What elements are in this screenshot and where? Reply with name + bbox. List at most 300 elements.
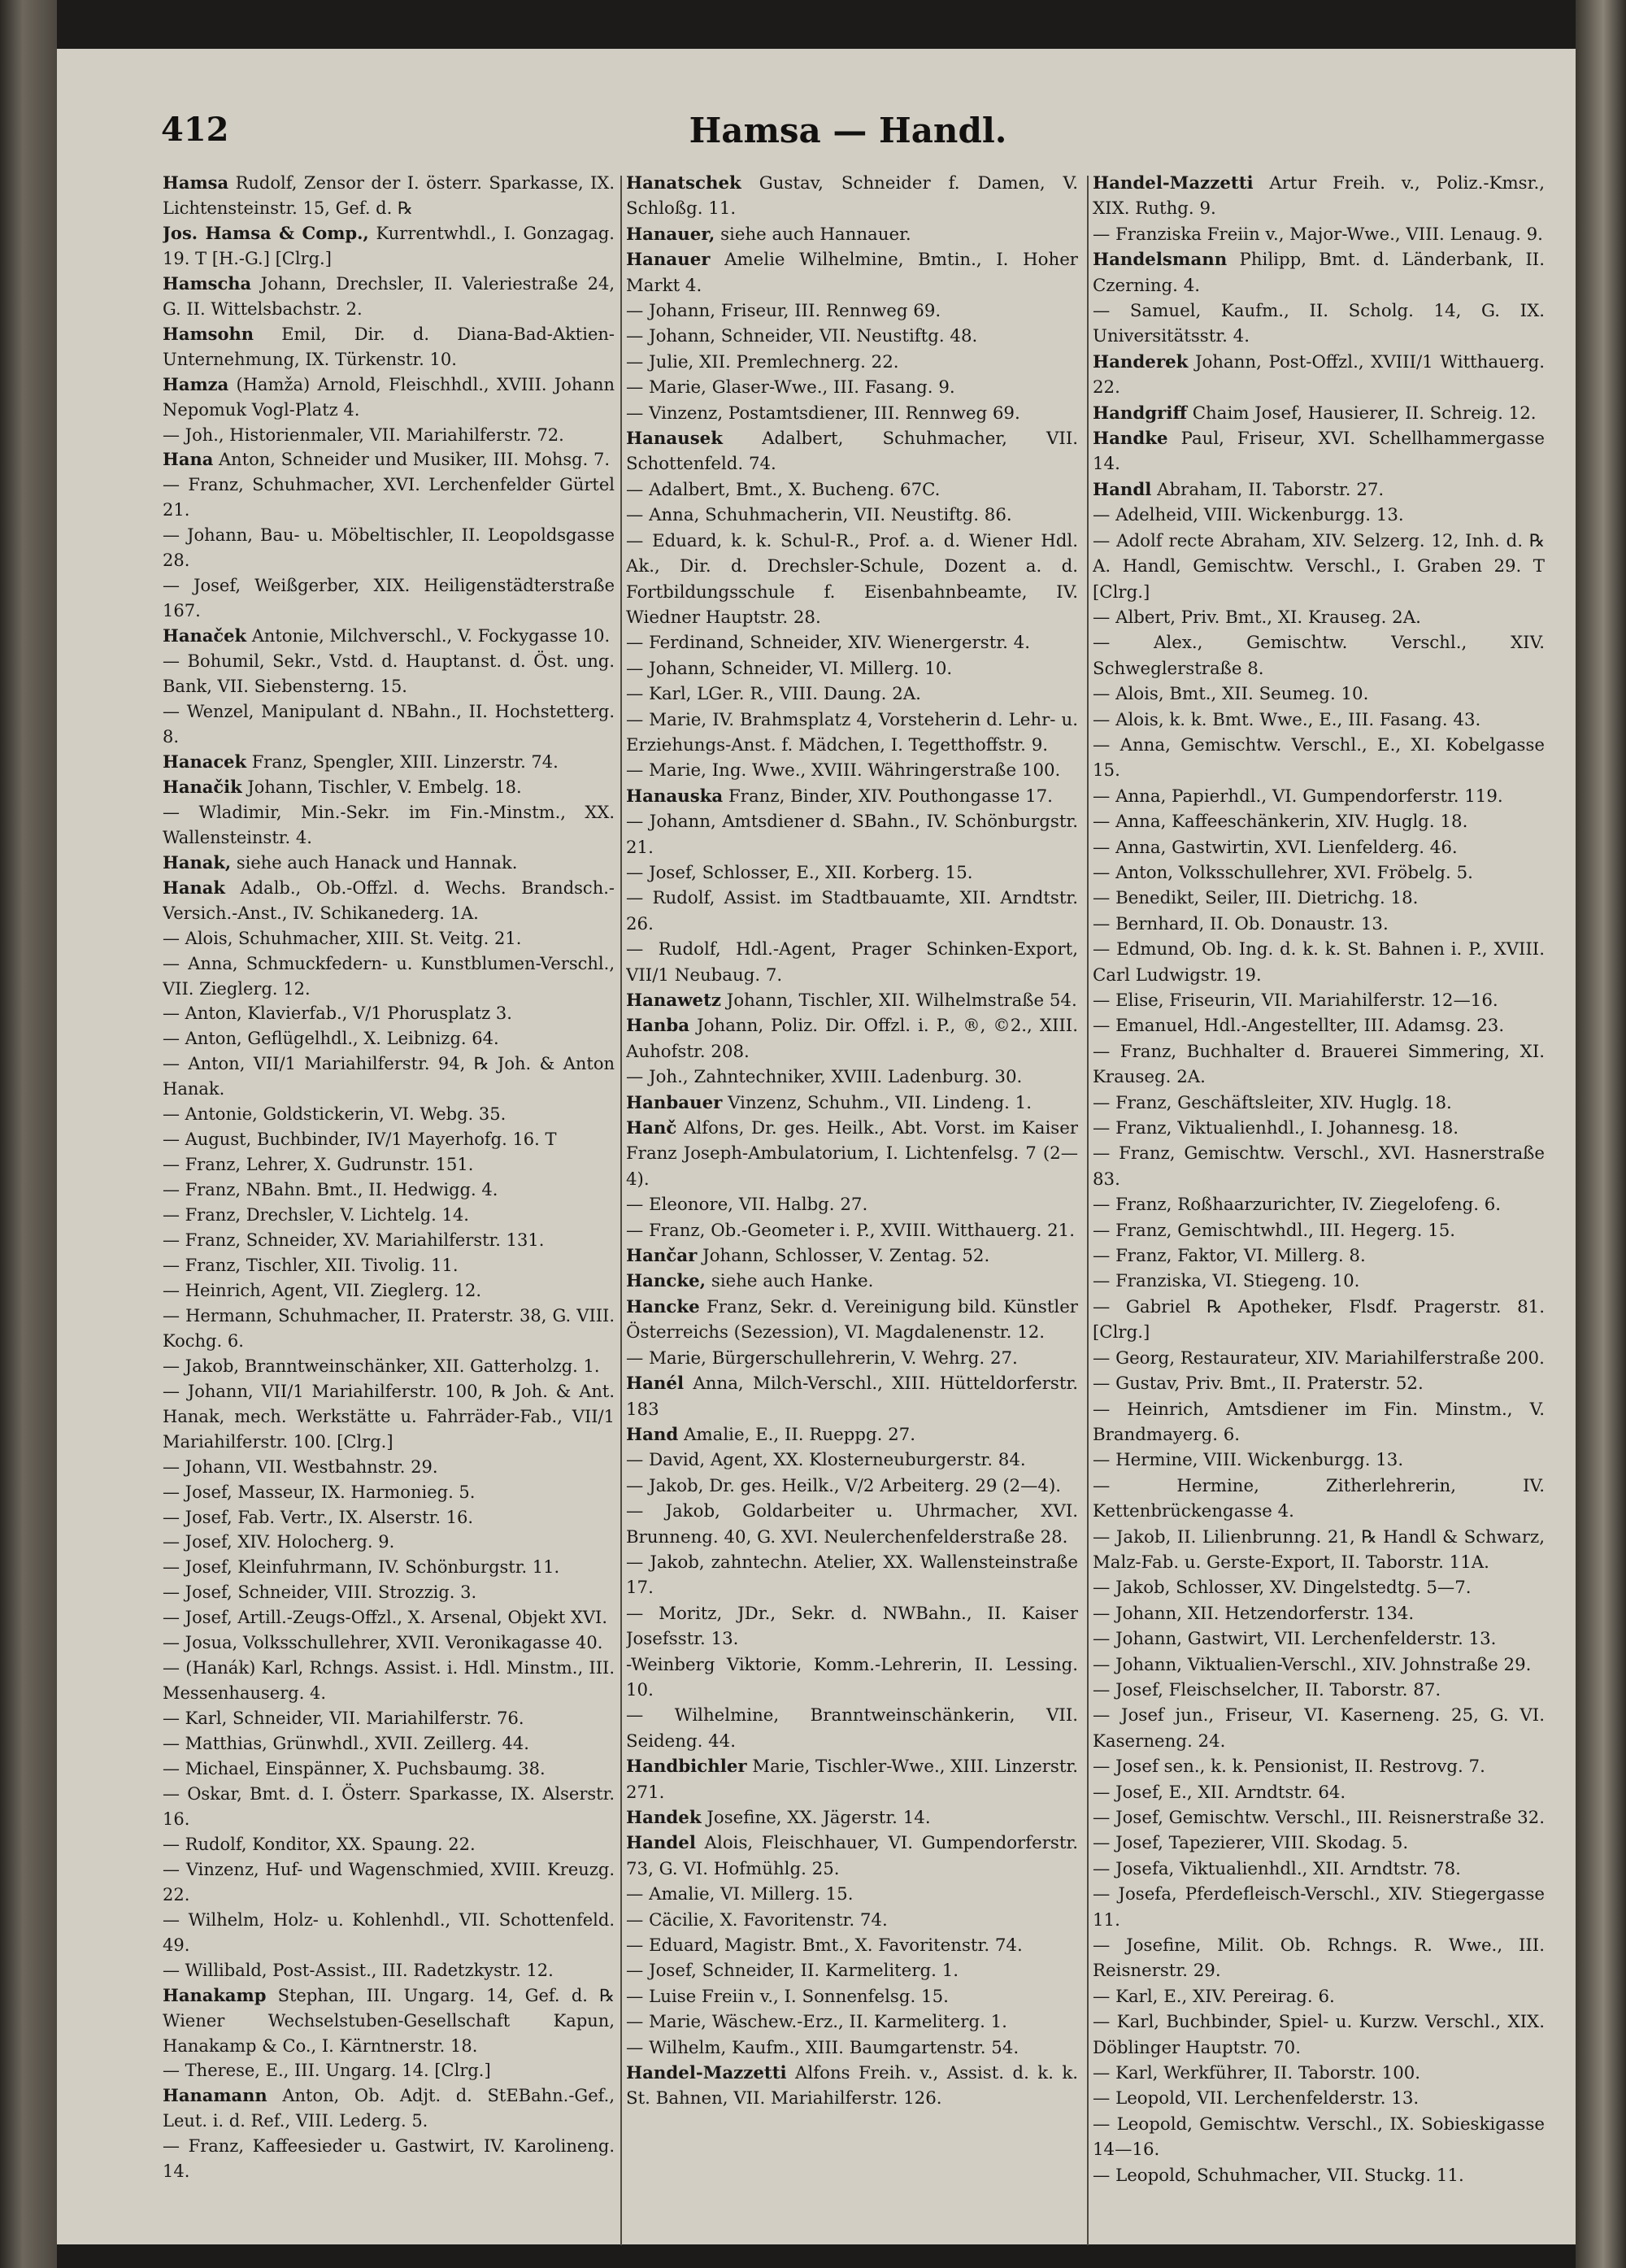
entry-text: Rudolf, Zensor der I. österr. Sparkasse, IX. Lichtensteinstr. 15, Gef. d. ℞	[163, 173, 615, 218]
column-rule-1	[620, 176, 622, 2245]
directory-subentry	[1093, 1575, 1545, 1600]
directory-subentry	[1093, 1525, 1545, 1576]
entry-text: Anton, Schneider und Musiker, III. Mohsg. 7.	[213, 450, 611, 470]
entry-text: — Karl, Buchbinder, Spiel- u. Kurzw. Verschl., XIX. Döblinger Hauptstr. 70.	[1093, 2012, 1545, 2058]
entry-text: — Franz, Buchhalter d. Brauerei Simmering, XI. Krauseg. 2A.	[1093, 1041, 1545, 1088]
entry-text: — Matthias, Grünwhdl., XVII. Zeillerg. 44.	[163, 1734, 529, 1754]
directory-subentry	[626, 477, 1078, 503]
directory-subentry	[163, 1480, 615, 1505]
entry-text: — Gabriel ℞ Apotheker, Flsdf. Pragerstr. 81. [Clrg.]	[1093, 1296, 1545, 1343]
directory-entry	[163, 624, 615, 649]
entry-text: — Franz, Tischler, XII. Tivolig. 11.	[163, 1255, 459, 1275]
entry-headword: Handel-Mazzetti	[626, 2063, 787, 2084]
entry-text: — Leopold, VII. Lerchenfelderstr. 13.	[1093, 2088, 1419, 2109]
directory-subentry	[1093, 1652, 1545, 1678]
directory-subentry	[163, 1958, 615, 1983]
directory-subentry	[163, 1857, 615, 1908]
directory-subentry	[1093, 1397, 1545, 1448]
directory-subentry	[1093, 784, 1545, 809]
entry-text: siehe auch Hanke.	[706, 1271, 874, 1292]
directory-entry	[626, 1269, 1078, 1294]
directory-subentry	[163, 1555, 615, 1580]
entry-headword: Handerek	[1093, 351, 1189, 372]
directory-subentry	[163, 423, 615, 448]
entry-headword: Hanausek	[626, 429, 723, 450]
directory-subentry	[1093, 222, 1545, 247]
entry-text: — Wladimir, Min.-Sekr. im Fin.-Minstm., XX. Wallensteinstr. 4.	[163, 802, 615, 847]
column-2	[626, 171, 1078, 2253]
entry-text: — Leopold, Gemischtw. Verschl., IX. Sobieskigasse 14—16.	[1093, 2113, 1545, 2161]
entry-headword: Handel	[626, 1833, 696, 1854]
directory-subentry	[1093, 886, 1545, 911]
entry-text: — Karl, E., XIV. Pereirag. 6.	[1093, 1986, 1335, 2007]
entry-text: Stephan, III. Ungarg. 14, Gef. d. ℞ Wiener Wechselstuben-Gesellschaft Kapun, Hanakamp & Co., I. Kärntnerstr. 18.	[163, 1985, 615, 2056]
directory-subentry	[163, 472, 615, 523]
entry-text: — Jakob, II. Lilienbrunng. 21, ℞ Handl & Schwarz, Malz-Fab. u. Gerste-Export, II. Taborstr. 11A.	[1093, 1526, 1545, 1573]
entry-text: — Hermine, Zitherlehrerin, IV. Kettenbrückengasse 4.	[1093, 1475, 1545, 1522]
directory-subentry	[163, 1051, 615, 1102]
entry-text: — Josefa, Pferdefleisch-Verschl., XIV. Stiegergasse 11.	[1093, 1884, 1545, 1931]
directory-subentry	[626, 1192, 1078, 1217]
entry-text: — Bohumil, Sekr., Vstd. d. Hauptanst. d. Öst. ung. Bank, VII. Siebensterng. 15.	[163, 651, 615, 697]
entry-text: — Jakob, Goldarbeiter u. Uhrmacher, XVI. Brunneng. 40, G. XVI. Neulerchenfelderstraße 28.	[626, 1501, 1078, 1548]
entry-text: — Johann, Viktualien-Verschl., XIV. Johnstraße 29.	[1093, 1654, 1532, 1675]
directory-subentry	[626, 2009, 1078, 2035]
directory-subentry	[1093, 1371, 1545, 1396]
directory-subentry	[626, 350, 1078, 375]
entry-text: — Anna, Kaffeeschänkerin, XIV. Huglg. 18.	[1093, 812, 1468, 833]
entry-text: — Franz, Lehrer, X. Gudrunstr. 151.	[163, 1155, 474, 1175]
entry-text: — Hermann, Schuhmacher, II. Praterstr. 38, G. VIII. Kochg. 6.	[163, 1305, 615, 1351]
entry-text: — Anton, Geflügelhdl., X. Leibnizg. 64.	[163, 1029, 499, 1049]
directory-entry	[626, 1295, 1078, 1346]
entry-text: Artur Freih. v., Poliz.-Kmsr., XIX. Ruthg. 9.	[1093, 173, 1545, 220]
entry-headword: Hanak	[163, 877, 225, 898]
directory-subentry	[1093, 1295, 1545, 1346]
entry-text: — Anna, Gastwirtin, XVI. Lienfelderg. 46.	[1093, 837, 1458, 858]
entry-text: — Josef, Schneider, VIII. Strozzig. 3.	[163, 1582, 477, 1603]
entry-text: — Eduard, k. k. Schul-R., Prof. a. d. Wiener Hdl. Ak., Dir. d. Drechsler-Schule, Dozent a. d. Fortbildungsschule f. Eisenbahnbeamte, IV. Wiedner Hauptstr. 28.	[626, 530, 1078, 628]
entry-text: — Franz, Gemischtwhdl., III. Hegerg. 15.	[1093, 1220, 1456, 1241]
directory-entry	[163, 2083, 615, 2134]
entry-headword: Hanawetz	[626, 990, 722, 1011]
entry-text: siehe auch Hannauer.	[715, 224, 911, 245]
directory-subentry	[1093, 1090, 1545, 1116]
entry-text: — Josef, E., XII. Arndtstr. 64.	[1093, 1782, 1346, 1803]
entry-text: — Anna, Schuhmacherin, VII. Neustiftg. 86.	[626, 505, 1012, 526]
entry-headword: Handek	[626, 1808, 702, 1828]
entry-text: — Franz, Roßhaarzurichter, IV. Ziegelofeng. 6.	[1093, 1195, 1502, 1216]
directory-subentry	[1093, 809, 1545, 834]
directory-entry	[1093, 350, 1545, 401]
entry-text: — Karl, Schneider, VII. Mariahilferstr. 76.	[163, 1709, 524, 1729]
directory-subentry	[163, 1304, 615, 1354]
directory-subentry	[163, 2134, 615, 2184]
entry-text: — Marie, Glaser-Wwe., III. Fasang. 9.	[626, 377, 955, 398]
entry-text: — Franz, Faktor, VI. Millerg. 8.	[1093, 1246, 1366, 1267]
directory-subentry	[163, 800, 615, 851]
directory-entry	[1093, 426, 1545, 477]
entry-text: Paul, Friseur, XVI. Schellhammergasse 14.	[1093, 429, 1545, 475]
entry-text: — Josef sen., k. k. Pensionist, II. Restrovg. 7.	[1093, 1757, 1485, 1778]
directory-subentry	[163, 1757, 615, 1782]
directory-subentry	[626, 298, 1078, 324]
entry-text: Adalb., Ob.-Offzl. d. Wechs. Brandsch.-Versich.-Anst., IV. Schikanederg. 1A.	[163, 877, 615, 923]
entry-text: — Franziska, VI. Stiegeng. 10.	[1093, 1271, 1360, 1292]
entry-text: Chaim Josef, Hausierer, II. Schreig. 12.	[1186, 403, 1537, 424]
directory-entry	[163, 775, 615, 800]
entry-text: Vinzenz, Schuhm., VII. Lindeng. 1.	[722, 1092, 1032, 1113]
directory-subentry	[1093, 707, 1545, 733]
entry-text: — Alois, Schuhmacher, XIII. St. Veitg. 21.	[163, 928, 522, 948]
directory-subentry	[626, 2035, 1078, 2061]
entry-headword: Hanbauer	[626, 1092, 723, 1113]
entry-text: — Anna, Papierhdl., VI. Gumpendorferstr. 119.	[1093, 786, 1503, 807]
directory-subentry	[1093, 1116, 1545, 1141]
entry-text: — Josef, Fab. Vertr., IX. Alserstr. 16.	[163, 1507, 474, 1527]
directory-subentry	[1093, 733, 1545, 784]
directory-subentry	[163, 1379, 615, 1455]
directory-entry	[626, 1243, 1078, 1269]
column-1	[163, 171, 615, 2253]
directory-subentry	[163, 1530, 615, 1555]
directory-subentry	[626, 1933, 1078, 1958]
entry-text: — Franz, Viktualienhdl., I. Johannesg. 18.	[1093, 1118, 1459, 1139]
directory-entry	[163, 851, 615, 876]
directory-subentry	[626, 1550, 1078, 1601]
directory-subentry	[163, 1203, 615, 1228]
entry-text: — Anton, VII/1 Mariahilferstr. 94, ℞ Joh. & Anton Hanak.	[163, 1054, 615, 1099]
entry-text: — Joh., Historienmaler, VII. Mariahilferstr. 72.	[163, 424, 564, 445]
entry-text: — Wilhelmine, Branntweinschänkerin, VII. Seideng. 44.	[626, 1705, 1078, 1752]
entry-text: — Jakob, Dr. ges. Heilk., V/2 Arbeiterg. 29 (2—4).	[626, 1475, 1062, 1496]
entry-text: Johann, Schlosser, V. Zentag. 52.	[697, 1246, 990, 1267]
entry-text: — Joh., Zahntechniker, XVIII. Ladenburg. 30.	[626, 1067, 1023, 1088]
entry-text: — Josua, Volksschullehrer, XVII. Veronikagasse 40.	[163, 1633, 603, 1653]
entry-text: — Jakob, Branntweinschänker, XII. Gatterholzg. 1.	[163, 1356, 600, 1376]
directory-subentry	[626, 630, 1078, 655]
directory-subentry	[1093, 860, 1545, 886]
directory-columns	[163, 171, 1545, 2253]
entry-headword: Hand	[626, 1424, 679, 1445]
directory-subentry	[626, 1652, 1078, 1704]
directory-subentry	[626, 1958, 1078, 1983]
directory-entry	[1093, 171, 1545, 222]
directory-subentry	[1093, 1013, 1545, 1038]
entry-headword: Hanatschek	[626, 173, 741, 194]
entry-headword: Hana	[163, 449, 214, 470]
directory-subentry	[1093, 1269, 1545, 1294]
entry-text: — Albert, Priv. Bmt., XI. Krauseg. 2A.	[1093, 607, 1421, 628]
entry-text: — Josef, Masseur, IX. Harmonieg. 5.	[163, 1482, 476, 1502]
entry-text: — Karl, Werkführer, II. Taborstr. 100.	[1093, 2063, 1421, 2084]
directory-subentry	[626, 375, 1078, 400]
entry-text: — Eduard, Magistr. Bmt., X. Favoritenstr. 74.	[626, 1935, 1023, 1957]
entry-text: — Johann, Amtsdiener d. SBahn., IV. Schönburgstr. 21.	[626, 812, 1078, 858]
entry-text: — Wilhelm, Kaufm., XIII. Baumgartenstr. 54.	[626, 2037, 1020, 2058]
entry-text: — Jakob, zahntechn. Atelier, XX. Wallensteinstraße 17.	[626, 1552, 1078, 1599]
entry-text: Alfons, Dr. ges. Heilk., Abt. Vorst. im Kaiser Franz Joseph-Ambulatorium, I. Lichtenfelsg. 7 (2—4).	[626, 1118, 1078, 1190]
entry-text: — Marie, Wäschew.-Erz., II. Karmeliterg. 1.	[626, 2012, 1007, 2033]
directory-subentry	[163, 1505, 615, 1530]
entry-text: — Josef, Kleinfuhrmann, IV. Schönburgstr. 11.	[163, 1557, 560, 1578]
entry-text: — Rudolf, Assist. im Stadtbauamte, XII. Arndtstr. 26.	[626, 888, 1078, 934]
directory-subentry	[163, 1102, 615, 1127]
entry-headword: Handke	[1093, 429, 1168, 450]
directory-subentry	[626, 1499, 1078, 1550]
entry-headword: Hanamann	[163, 2085, 267, 2106]
directory-subentry	[1093, 1882, 1545, 1933]
entry-text: — Antonie, Goldstickerin, VI. Webg. 35.	[163, 1104, 506, 1125]
directory-subentry	[626, 1064, 1078, 1090]
directory-subentry	[1093, 298, 1545, 350]
entry-text: — Anton, Klavierfab., V/1 Phorusplatz 3.	[163, 1003, 512, 1024]
entry-text: — Franz, Gemischtw. Verschl., XVI. Hasnerstraße 83.	[1093, 1143, 1545, 1190]
entry-text: -Weinberg Viktorie, Komm.-Lehrerin, II. Lessing. 10.	[626, 1654, 1078, 1700]
entry-text: — Johann, Bau- u. Möbeltischler, II. Leopoldsgasse 28.	[163, 525, 615, 571]
directory-subentry	[1093, 1601, 1545, 1626]
entry-text: Alois, Fleischhauer, VI. Gumpendorferstr. 73, G. VI. Hofmühlg. 25.	[626, 1833, 1078, 1879]
entry-headword: Hanba	[626, 1016, 690, 1037]
entry-text: Kurrentwhdl., I. Gonzagag. 19. T [H.-G.] [Clrg.]	[163, 223, 615, 268]
entry-text: Adalbert, Schuhmacher, VII. Schottenfeld. 74.	[626, 429, 1078, 475]
entry-text: — Franz, Ob.-Geometer i. P., XVIII. Witthauerg. 21.	[626, 1220, 1075, 1241]
entry-text: Amelie Wilhelmine, Bmtin., I. Hoher Markt 4.	[626, 250, 1078, 296]
entry-text: — Hermine, VIII. Wickenburgg. 13.	[1093, 1450, 1404, 1471]
directory-subentry	[163, 573, 615, 624]
entry-text: (Hamža) Arnold, Fleischhdl., XVIII. Johann Nepomuk Vogl-Platz 4.	[163, 374, 615, 420]
directory-subentry	[1093, 503, 1545, 528]
entry-text: — Elise, Friseurin, VII. Mariahilferstr. 12—16.	[1093, 990, 1498, 1011]
directory-entry	[626, 171, 1078, 222]
entry-text: — Josef, Tapezierer, VIII. Skodag. 5.	[1093, 1833, 1409, 1854]
directory-subentry	[163, 523, 615, 573]
entry-text: — Josefa, Viktualienhdl., XII. Arndtstr. 78.	[1093, 1858, 1461, 1879]
directory-subentry	[1093, 1192, 1545, 1217]
directory-subentry	[626, 1882, 1078, 1907]
entry-text: — Rudolf, Konditor, XX. Spaung. 22.	[163, 1834, 476, 1854]
directory-subentry	[1093, 681, 1545, 707]
directory-subentry	[1093, 1984, 1545, 2009]
running-title: Hamsa — Handl.	[689, 111, 1007, 150]
directory-subentry	[1093, 2009, 1545, 2061]
directory-subentry	[626, 656, 1078, 681]
directory-subentry	[626, 707, 1078, 759]
directory-subentry	[163, 1026, 615, 1051]
directory-subentry	[163, 1656, 615, 1706]
book-spine-edge	[1576, 0, 1626, 2268]
directory-subentry	[163, 1832, 615, 1857]
directory-subentry	[626, 1703, 1078, 1754]
directory-entry	[626, 1422, 1078, 1447]
entry-text: — Moritz, JDr., Sekr. d. NWBahn., II. Kaiser Josefsstr. 13.	[626, 1603, 1078, 1650]
directory-subentry	[1093, 1346, 1545, 1371]
entry-text: — Michael, Einspänner, X. Puchsbaumg. 38.	[163, 1759, 546, 1779]
directory-subentry	[1093, 1754, 1545, 1779]
entry-text: — Eleonore, VII. Halbg. 27.	[626, 1195, 868, 1216]
entry-text: — August, Buchbinder, IV/1 Mayerhofg. 16. T	[163, 1130, 557, 1150]
entry-text: Johann, Poliz. Dir. Offzl. i. P., ®, ©2., XIII. Auhofstr. 208.	[626, 1016, 1078, 1062]
directory-subentry	[163, 951, 615, 1002]
directory-entry	[626, 426, 1078, 477]
directory-subentry	[163, 1630, 615, 1656]
entry-text: Anton, Ob. Adjt. d. StEBahn.-Gef., Leut. i. d. Ref., VIII. Lederg. 5.	[163, 2086, 615, 2131]
entry-headword: Hanakamp	[163, 1984, 267, 2005]
entry-text: — Cäcilie, X. Favoritenstr. 74.	[626, 1909, 888, 1931]
directory-subentry	[1093, 1933, 1545, 1984]
entry-text: — Georg, Restaurateur, XIV. Mariahilferstraße 200.	[1093, 1347, 1545, 1369]
directory-subentry	[1093, 630, 1545, 681]
entry-headword: Jos. Hamsa & Comp.,	[163, 222, 369, 243]
directory-subentry	[163, 1127, 615, 1152]
directory-entry	[626, 1805, 1078, 1831]
entry-headword: Hanacek	[163, 751, 247, 772]
directory-subentry	[163, 1152, 615, 1178]
page-number: 412	[161, 111, 229, 149]
directory-subentry	[163, 1178, 615, 1203]
entry-text: — Anton, Volksschullehrer, XVI. Fröbelg. 5.	[1093, 862, 1473, 883]
entry-text: — (Hanák) Karl, Rchngs. Assist. i. Hdl. Minstm., III. Messenhauserg. 4.	[163, 1658, 615, 1704]
directory-subentry	[1093, 1218, 1545, 1243]
entry-headword: Hanauska	[626, 786, 724, 807]
entry-text: — Marie, Bürgerschullehrerin, V. Wehrg. 27.	[626, 1347, 1018, 1369]
entry-headword: Hanačik	[163, 776, 242, 797]
directory-subentry	[163, 699, 615, 750]
directory-subentry	[1093, 1141, 1545, 1192]
entry-text: — Julie, XII. Premlechnerg. 22.	[626, 351, 899, 372]
entry-text: Abraham, II. Taborstr. 27.	[1151, 479, 1385, 500]
entry-text: — Ferdinand, Schneider, XIV. Wienergerstr. 4.	[626, 633, 1030, 654]
entry-text: — Wilhelm, Holz- u. Kohlenhdl., VII. Schottenfeld. 49.	[163, 1909, 615, 1955]
entry-text: — Johann, Schneider, VII. Neustiftg. 48.	[626, 326, 978, 347]
entry-text: Franz, Binder, XIV. Pouthongasse 17.	[723, 786, 1053, 807]
entry-text: — Josef, Schlosser, E., XII. Korberg. 15.	[626, 862, 973, 883]
entry-text: Johann, Tischler, V. Embelg. 18.	[241, 777, 522, 797]
directory-entry	[626, 1371, 1078, 1422]
directory-subentry	[626, 860, 1078, 886]
entry-text: — Josef, Schneider, II. Karmeliterg. 1.	[626, 1961, 959, 1982]
entry-text: — Josef jun., Friseur, VI. Kaserneng. 25, G. VI. Kaserneng. 24.	[1093, 1705, 1545, 1752]
directory-subentry	[626, 1447, 1078, 1473]
entry-text: — Wenzel, Manipulant d. NBahn., II. Hochstetterg. 8.	[163, 702, 615, 747]
entry-text: — Josef, Weißgerber, XIX. Heiligenstädterstraße 167.	[163, 576, 615, 621]
entry-text: Marie, Tischler-Wwe., XIII. Linzerstr. 271.	[626, 1757, 1078, 1803]
directory-subentry	[163, 1354, 615, 1379]
directory-entry	[163, 322, 615, 372]
entry-text: — Heinrich, Agent, VII. Zieglerg. 12.	[163, 1280, 482, 1300]
entry-text: — Franz, Schuhmacher, XVI. Lerchenfelder Gürtel 21.	[163, 475, 615, 520]
directory-entry	[626, 1013, 1078, 1064]
entry-text: Johann, Drechsler, II. Valeriestraße 24, G. II. Wittelsbachstr. 2.	[163, 273, 615, 319]
entry-text: — Karl, LGer. R., VIII. Daung. 2A.	[626, 684, 921, 705]
directory-subentry	[626, 1908, 1078, 1933]
directory-subentry	[163, 1605, 615, 1630]
entry-headword: Handgriff	[1093, 403, 1187, 424]
directory-subentry	[626, 529, 1078, 631]
directory-subentry	[626, 324, 1078, 349]
directory-subentry	[626, 1346, 1078, 1371]
entry-headword: Hanél	[626, 1373, 685, 1395]
entry-text: siehe auch Hanack und Hannak.	[231, 852, 518, 873]
entry-text: — Josef, Fleischselcher, II. Taborstr. 87.	[1093, 1679, 1441, 1700]
entry-headword: Hamza	[163, 373, 229, 394]
entry-text: — Vinzenz, Huf- und Wagenschmied, XVIII. Kreuzg. 22.	[163, 1859, 615, 1905]
entry-text: — Oskar, Bmt. d. I. Österr. Sparkasse, IX. Alserstr. 16.	[163, 1784, 615, 1829]
entry-text: — Adolf recte Abraham, XIV. Selzerg. 12, Inh. d. ℞ A. Handl, Gemischtw. Verschl., I. Graben 29. T [Clrg.]	[1093, 530, 1545, 603]
page-header	[161, 111, 1535, 176]
entry-text: — Bernhard, II. Ob. Donaustr. 13.	[1093, 913, 1389, 934]
directory-subentry	[163, 1706, 615, 1731]
entry-text: — Johann, Friseur, III. Rennweg 69.	[626, 301, 941, 322]
entry-text: — Johann, VII/1 Mariahilferstr. 100, ℞ Joh. & Ant. Hanak, mech. Werkstätte u. Fahrräder-Fab., VII/1 Mariahilferstr. 100. [Clrg.]	[163, 1381, 615, 1452]
entry-text: Johann, Tischler, XII. Wilhelmstraße 54.	[721, 990, 1077, 1011]
directory-subentry	[1093, 605, 1545, 630]
directory-entry	[1093, 477, 1545, 503]
directory-entry	[163, 750, 615, 775]
entry-headword: Handelsmann	[1093, 250, 1228, 271]
entry-text: — Heinrich, Amtsdiener im Fin. Minstm., V. Brandmayerg. 6.	[1093, 1399, 1545, 1445]
entry-text: — Johann, XII. Hetzendorferstr. 134.	[1093, 1603, 1415, 1624]
entry-text: — Josef, XIV. Holocherg. 9.	[163, 1532, 395, 1552]
entry-text: — Alois, k. k. Bmt. Wwe., E., III. Fasang. 43.	[1093, 709, 1481, 730]
entry-headword: Hancke,	[626, 1271, 706, 1292]
directory-subentry	[1093, 1703, 1545, 1754]
directory-entry	[626, 222, 1078, 247]
directory-subentry	[1093, 988, 1545, 1013]
directory-entry	[626, 2061, 1078, 2112]
directory-subentry	[626, 1474, 1078, 1499]
entry-text: Antonie, Milchverschl., V. Fockygasse 10.	[246, 626, 611, 646]
entry-text: — Leopold, Schuhmacher, VII. Stuckg. 11.	[1093, 2165, 1464, 2186]
directory-subentry	[163, 1253, 615, 1278]
directory-subentry	[1093, 1831, 1545, 1856]
directory-subentry	[626, 503, 1078, 528]
directory-subentry	[1093, 2086, 1545, 2111]
directory-subentry	[1093, 1447, 1545, 1473]
directory-subentry	[163, 1908, 615, 1958]
entry-text: — Josefine, Milit. Ob. Rchngs. R. Wwe., III. Reisnerstr. 29.	[1093, 1935, 1545, 1982]
entry-text: — David, Agent, XX. Klosterneuburgerstr. 84.	[626, 1450, 1026, 1471]
directory-entry	[1093, 401, 1545, 426]
entry-text: — Johann, VII. Westbahnstr. 29.	[163, 1456, 438, 1477]
entry-text: — Josef, Gemischtw. Verschl., III. Reisnerstraße 32.	[1093, 1808, 1545, 1828]
directory-subentry	[626, 1984, 1078, 2009]
directory-subentry	[1093, 835, 1545, 860]
entry-headword: Handbichler	[626, 1757, 747, 1778]
entry-text: — Amalie, VI. Millerg. 15.	[626, 1884, 854, 1905]
entry-text: — Emanuel, Hdl.-Angestellter, III. Adamsg. 23.	[1093, 1016, 1505, 1037]
directory-entry	[626, 1116, 1078, 1192]
directory-subentry	[1093, 529, 1545, 605]
entry-text: Emil, Dir. d. Diana-Bad-Aktien-Unternehmung, IX. Türkenstr. 10.	[163, 324, 615, 369]
entry-text: Franz, Spengler, XIII. Linzerstr. 74.	[246, 751, 559, 772]
directory-subentry	[163, 1731, 615, 1757]
directory-subentry	[1093, 1474, 1545, 1525]
directory-entry	[163, 876, 615, 926]
directory-entry	[626, 1831, 1078, 1882]
directory-entry	[626, 1754, 1078, 1805]
entry-text: Anna, Milch-Verschl., XIII. Hütteldorferstr. 183	[626, 1373, 1078, 1420]
entry-text: — Marie, IV. Brahmsplatz 4, Vorsteherin d. Lehr- u. Erziehungs-Anst. f. Mädchen, I. Tegetthoffstr. 9.	[626, 709, 1078, 755]
entry-text: — Anna, Schmuckfedern- u. Kunstblumen-Verschl., VII. Zieglerg. 12.	[163, 953, 615, 999]
entry-text: — Johann, Schneider, VI. Millerg. 10.	[626, 658, 953, 679]
directory-subentry	[163, 2058, 615, 2083]
directory-entry	[626, 1090, 1078, 1116]
entry-text: Philipp, Bmt. d. Länderbank, II. Czerning. 4.	[1093, 250, 1545, 296]
book-page-edges	[0, 0, 57, 2268]
directory-subentry	[1093, 912, 1545, 937]
directory-subentry	[1093, 1857, 1545, 1882]
